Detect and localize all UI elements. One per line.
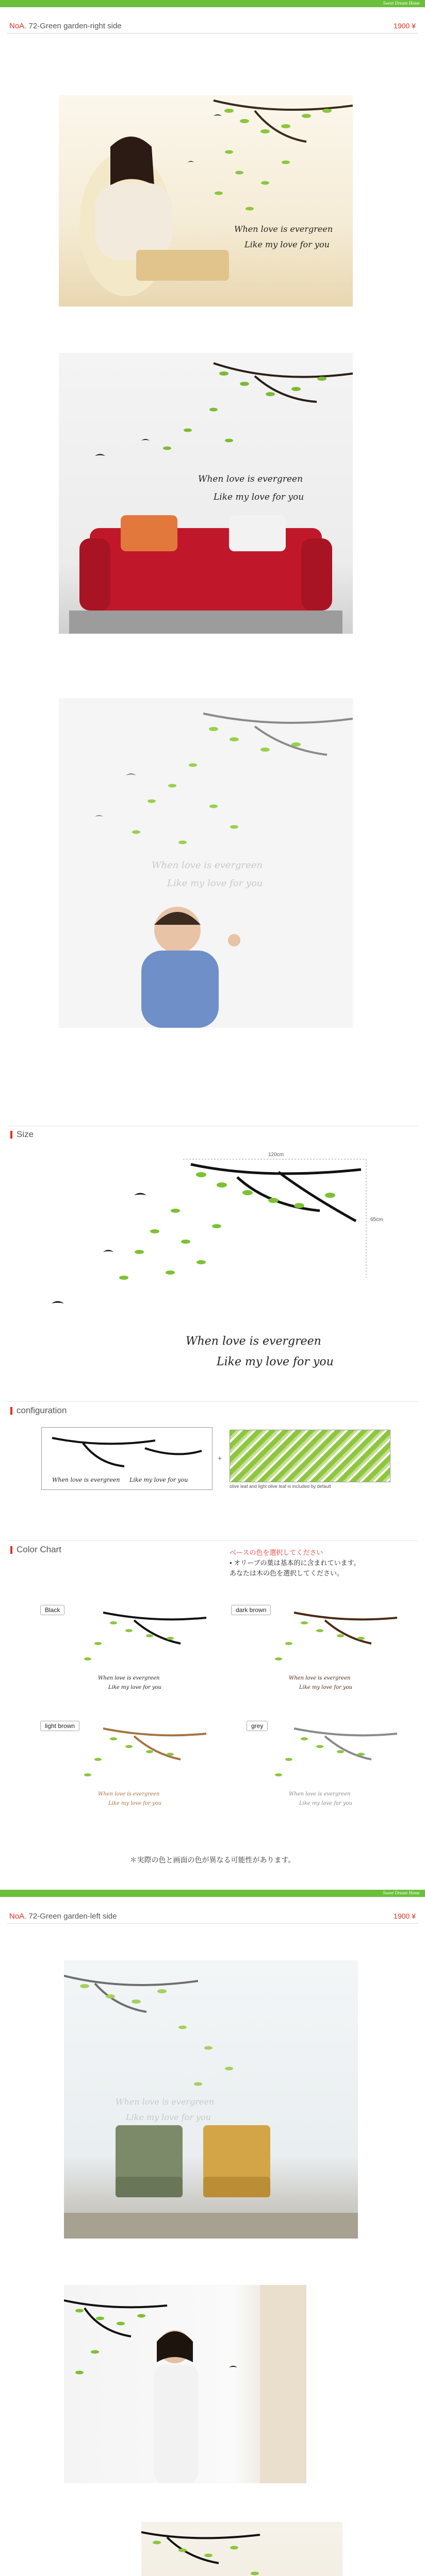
color-sample-light-brown-art	[41, 1718, 211, 1821]
photo-6-art	[141, 2522, 342, 2576]
quote-line-2: Like my love for you	[244, 240, 330, 249]
top-bar	[0, 0, 425, 7]
quote-line-1: When love is evergreen	[289, 1791, 351, 1797]
size-diagram	[21, 1149, 402, 1396]
quote-line-2: Like my love for you	[126, 2112, 211, 2122]
color-sample-grey-art	[232, 1718, 402, 1821]
code-prefix: NoA	[9, 1912, 25, 1921]
photo-2-art	[59, 353, 353, 634]
product-code: NoA. 72-Green garden-right side	[9, 22, 122, 30]
quote-line-1: When love is evergreen	[234, 224, 333, 234]
color-note-2: あなたは木の色を選択してください。	[230, 1569, 344, 1577]
photo-3-art	[59, 698, 353, 1028]
color-note-red: ベースの色を選択してください	[230, 1549, 323, 1556]
product-header	[0, 1909, 425, 1924]
swatch-light-brown[interactable]: light brown	[40, 1721, 79, 1731]
quote-line-2: Like my love for you	[217, 1355, 334, 1368]
top-bar	[0, 1890, 425, 1897]
room-photo-6	[141, 2522, 342, 2576]
brand-logo: Sweet Dream Home	[383, 1, 420, 6]
color-sample-black-art	[41, 1602, 211, 1705]
code-text: 72-Green garden-left side	[28, 1912, 117, 1921]
plus-sign: +	[218, 1454, 222, 1462]
quote-line-1: When love is evergreen	[198, 474, 303, 484]
quote-line-1: When love is evergreen	[289, 1675, 351, 1681]
header-divider	[7, 1923, 418, 1924]
config-divider	[7, 1401, 418, 1402]
quote-line-2: Like my love for you	[167, 878, 263, 889]
room-photo-1	[59, 95, 353, 307]
product-header	[0, 19, 425, 34]
swatch-grey[interactable]: grey	[247, 1721, 268, 1731]
room-photo-5	[64, 2285, 306, 2483]
code-text: 72-Green garden-right side	[28, 22, 122, 30]
color-footnote: ＊実際の色と画面の色が異なる可能性があります。	[129, 1856, 296, 1864]
quote-line-1: When love is evergreen	[152, 860, 263, 871]
color-sample-dark-brown-art	[232, 1602, 402, 1705]
color-note-1: • オリーブの葉は基本的に含まれています。	[230, 1559, 361, 1567]
quote-line-2: Like my love for you	[108, 1685, 162, 1690]
code-prefix: NoA	[9, 22, 25, 30]
room-photo-2	[59, 353, 353, 634]
color-sample-black	[41, 1602, 211, 1705]
product-price: 1900 ¥	[394, 1912, 416, 1920]
brand-logo: Sweet Dream Home	[383, 1890, 420, 1895]
quote-line-2: Like my love for you	[214, 492, 304, 502]
quote-line-1: When love is evergreen	[116, 2097, 215, 2107]
size-label: Size	[17, 1129, 34, 1139]
photo-4-art	[64, 1960, 358, 2239]
photo-1-art	[59, 95, 353, 307]
photo-5-art	[64, 2285, 306, 2483]
size-height: 65cm	[370, 1217, 383, 1223]
product-price: 1900 ¥	[394, 22, 416, 30]
color-sample-dark-brown	[232, 1602, 402, 1705]
config-note: olive leaf and light olive leaf is included by default	[230, 1484, 331, 1489]
room-photo-4	[64, 1960, 358, 2239]
quote-line-2: Like my love for you	[299, 1801, 353, 1806]
quote-line-1: When love is evergreen	[98, 1791, 160, 1797]
config-leaf-sheet	[230, 1430, 390, 1482]
size-width: 120cm	[268, 1152, 284, 1158]
config-tree-art	[42, 1428, 212, 1489]
quote-line-2: Like my love for you	[108, 1801, 162, 1806]
color-chart-label: Color Chart	[17, 1545, 61, 1554]
swatch-dark-brown[interactable]: dark brown	[231, 1605, 271, 1615]
color-sample-grey	[232, 1718, 402, 1821]
quote-line-1: When love is evergreen	[186, 1335, 321, 1348]
swatch-black[interactable]: Black	[40, 1605, 64, 1615]
color-sample-light-brown	[41, 1718, 211, 1821]
room-photo-3	[59, 698, 353, 1028]
quote-line-1: When love is evergreen	[52, 1477, 120, 1483]
quote-line-2: Like my love for you	[299, 1685, 353, 1690]
color-divider	[7, 1540, 418, 1541]
quote-line-2: Like my love for you	[129, 1477, 188, 1483]
quote-line-1: When love is evergreen	[98, 1675, 160, 1681]
product-code: NoA. 72-Green garden-left side	[9, 1912, 117, 1921]
size-diagram-art	[21, 1149, 402, 1396]
config-label: configuration	[17, 1405, 67, 1415]
config-tree-sheet	[41, 1427, 213, 1490]
